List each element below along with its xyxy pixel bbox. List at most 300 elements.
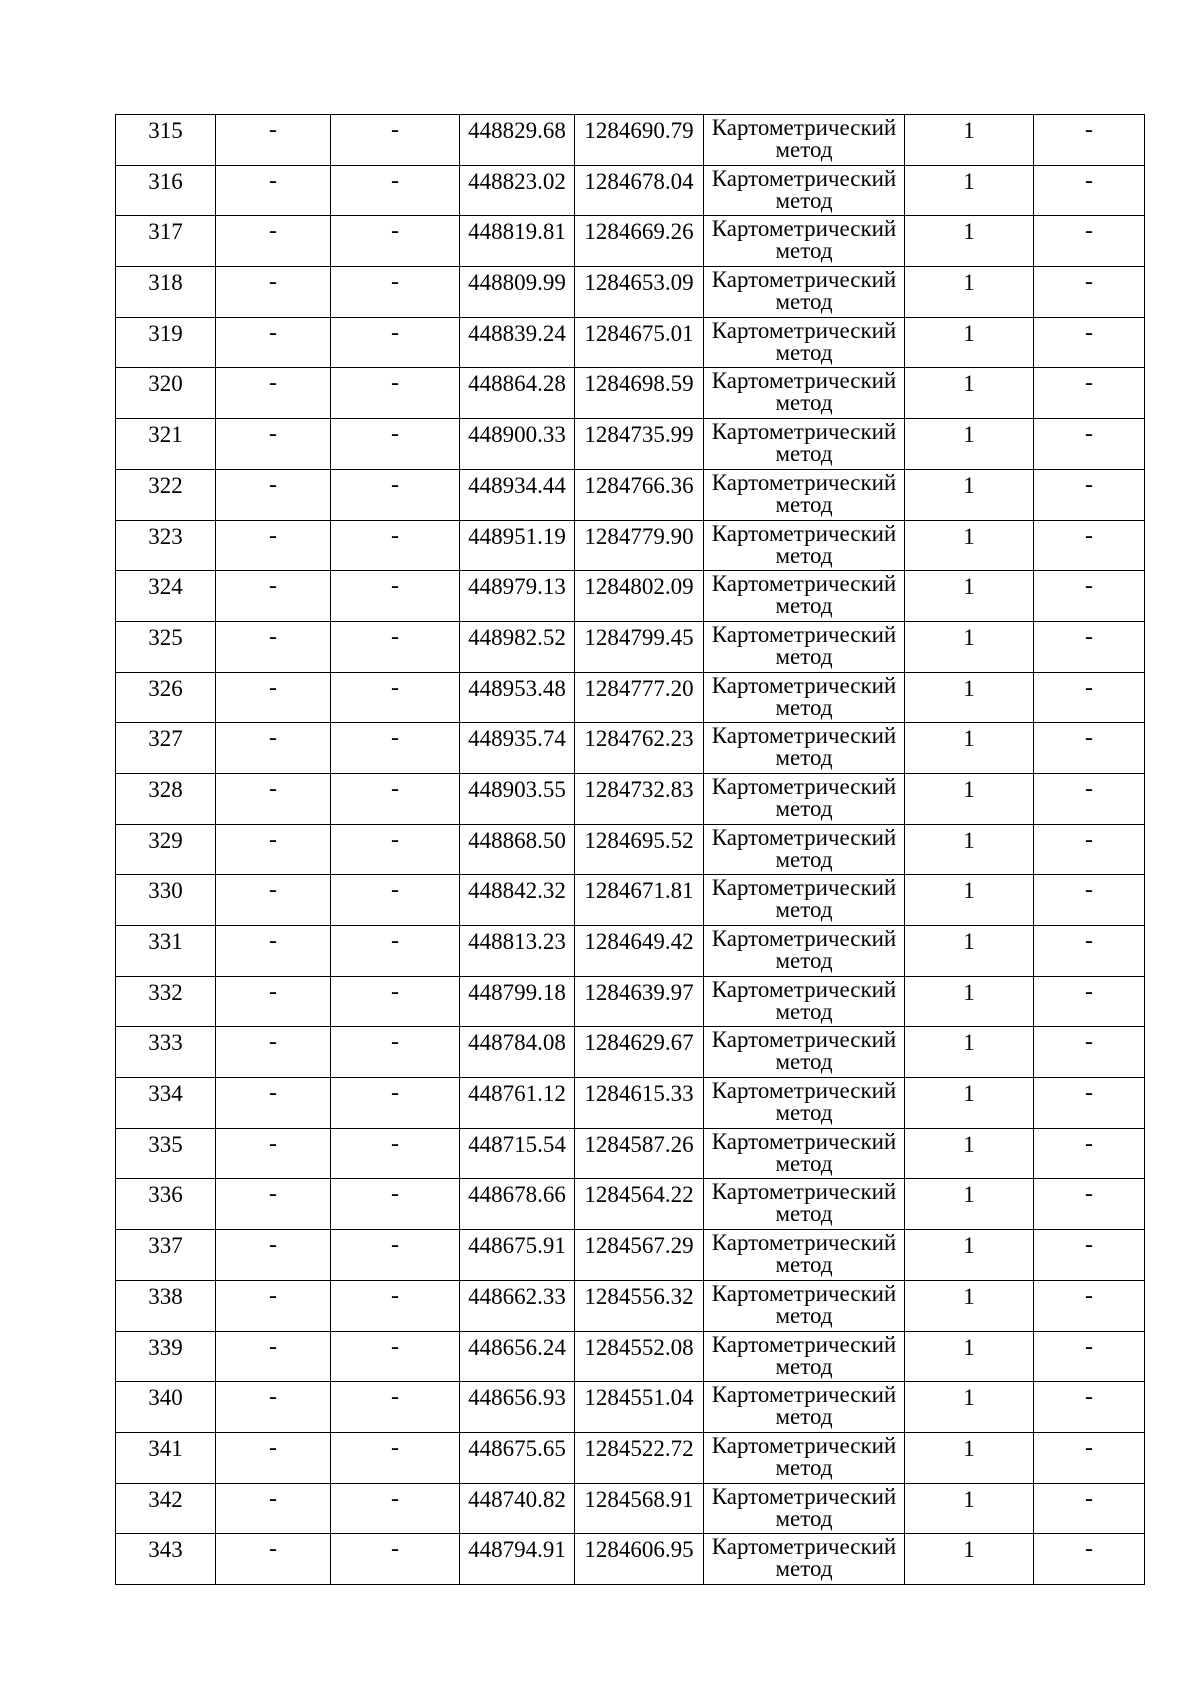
col2-value: - [269,117,277,143]
col7-value: 1 [963,1435,975,1461]
method-line2: метод [775,1558,833,1582]
method-line1: Картометрический [711,976,897,1002]
col3-cell [331,469,460,520]
point-number: 330 [148,878,183,904]
col3-cell [331,368,460,419]
y-coordinate-cell [575,368,704,419]
col3-value: - [391,1080,399,1107]
col8-value: - [1085,928,1093,954]
method-line2: метод [775,848,833,872]
table-row [116,267,1145,318]
x-coordinate: 448900.33 [468,422,566,448]
x-coordinate-cell [460,926,575,977]
x-coordinate-cell [460,267,575,318]
x-coordinate: 448740.82 [468,1486,566,1512]
method-line1: Картометрический [711,621,897,647]
table-row [116,571,1145,622]
col8-cell [1034,469,1145,520]
y-coordinate: 1284522.72 [584,1435,694,1461]
table-row [116,1483,1145,1534]
x-coordinate-cell [460,368,575,419]
x-coordinate: 448839.24 [468,320,566,346]
y-coordinate-cell [575,926,704,977]
col8-value: - [1085,471,1093,498]
col8-cell [1034,317,1145,368]
col3-cell [331,1078,460,1129]
col3-value: - [391,1384,399,1411]
y-coordinate-cell [575,520,704,571]
method-line2: метод [775,595,833,619]
point-number: 342 [148,1486,183,1512]
y-coordinate: 1284587.26 [584,1131,694,1157]
method-line2: метод [775,1406,833,1430]
col3-value: - [391,1181,399,1208]
point-number-cell [116,419,216,470]
point-number-cell [116,773,216,824]
point-number: 324 [148,574,183,600]
col2-cell [216,1230,331,1281]
table-row [116,1128,1145,1179]
method-cell [704,1230,905,1281]
col7-value: 1 [963,1385,975,1411]
point-number-cell [116,1230,216,1281]
col8-value: - [1085,1485,1093,1512]
method-line1: Картометрический [711,1230,897,1256]
point-number-cell [116,824,216,875]
x-coordinate-cell [460,115,575,166]
x-coordinate-cell [460,672,575,723]
method-line2: метод [775,493,833,517]
method-cell [704,824,905,875]
x-coordinate: 448934.44 [468,472,566,498]
x-coordinate-cell [460,216,575,267]
method-cell [704,216,905,267]
point-number: 322 [148,472,183,498]
y-coordinate: 1284615.33 [584,1081,694,1107]
col7-value: 1 [963,1486,975,1512]
point-number: 343 [148,1537,183,1563]
point-number-cell [116,368,216,419]
table-row [116,1534,1145,1585]
col7-cell [905,469,1034,520]
col3-value: - [391,218,399,245]
y-coordinate-cell [575,723,704,774]
point-number: 335 [148,1131,183,1157]
y-coordinate-cell [575,1230,704,1281]
point-number: 320 [148,371,183,397]
method-line1: Картометрический [711,926,897,951]
method-line1: Картометрический [711,1331,897,1357]
y-coordinate: 1284653.09 [584,270,694,296]
col2-value: - [269,623,277,650]
col7-value: 1 [963,675,975,701]
y-coordinate: 1284568.91 [584,1486,694,1512]
x-coordinate-cell [460,875,575,926]
x-coordinate-cell [460,621,575,672]
point-number: 328 [148,776,183,802]
point-number: 329 [148,827,183,853]
x-coordinate-cell [460,1331,575,1382]
x-coordinate: 448951.19 [468,523,566,549]
x-coordinate: 448784.08 [468,1030,566,1056]
col7-cell [905,926,1034,977]
col3-cell [331,1382,460,1433]
col3-value: - [391,1282,399,1309]
col2-cell [216,165,331,216]
point-number: 317 [148,219,183,245]
col8-cell [1034,419,1145,470]
point-number-cell [116,976,216,1027]
col2-value: - [269,978,277,1005]
x-coordinate-cell [460,976,575,1027]
point-number: 334 [148,1081,183,1107]
method-line2: метод [775,392,833,416]
col8-cell [1034,1483,1145,1534]
point-number: 336 [148,1182,183,1208]
y-coordinate-cell [575,824,704,875]
x-coordinate: 448868.50 [468,827,566,853]
col2-value: - [269,1232,277,1259]
table-row [116,419,1145,470]
x-coordinate: 448715.54 [468,1131,566,1157]
method-line2: метод [775,1000,833,1024]
y-coordinate: 1284690.79 [584,118,694,143]
col7-value: 1 [963,118,975,143]
method-cell [704,1128,905,1179]
point-number: 325 [148,624,183,650]
x-coordinate: 448935.74 [468,726,566,752]
x-coordinate: 448903.55 [468,776,566,802]
col8-value: - [1085,1029,1093,1056]
col8-cell [1034,1331,1145,1382]
col2-cell [216,976,331,1027]
col7-cell [905,1027,1034,1078]
method-line2: метод [775,797,833,821]
table-row [116,216,1145,267]
col7-cell [905,520,1034,571]
col8-value: - [1085,1130,1093,1157]
col3-cell [331,115,460,166]
point-number: 332 [148,979,183,1005]
y-coordinate: 1284802.09 [584,574,694,600]
col2-cell [216,1432,331,1483]
method-cell [704,115,905,166]
col8-value: - [1085,421,1093,448]
col8-cell [1034,571,1145,622]
col3-value: - [391,1536,399,1563]
point-number: 323 [148,523,183,549]
method-cell [704,1432,905,1483]
col7-cell [905,571,1034,622]
y-coordinate-cell [575,621,704,672]
method-cell [704,419,905,470]
col7-value: 1 [963,371,975,397]
col2-cell [216,1534,331,1585]
method-cell [704,1331,905,1382]
coordinates-table [115,114,1145,1585]
col8-cell [1034,1230,1145,1281]
y-coordinate-cell [575,267,704,318]
col3-value: - [391,319,399,346]
y-coordinate-cell [575,773,704,824]
col8-value: - [1085,1384,1093,1411]
point-number: 327 [148,726,183,752]
method-line1: Картометрический [711,1027,897,1053]
col7-value: 1 [963,624,975,650]
col2-value: - [269,1282,277,1309]
col2-value: - [269,167,277,194]
col3-value: - [391,1333,399,1360]
col2-cell [216,672,331,723]
table-body [116,115,1145,1585]
x-coordinate: 448864.28 [468,371,566,397]
col8-value: - [1085,1080,1093,1107]
col3-value: - [391,623,399,650]
table-row [116,824,1145,875]
table-row [116,1230,1145,1281]
col2-cell [216,1078,331,1129]
col3-value: - [391,370,399,397]
x-coordinate-cell [460,1382,575,1433]
col3-value: - [391,522,399,549]
col7-value: 1 [963,726,975,752]
col8-value: - [1085,167,1093,194]
col8-cell [1034,1280,1145,1331]
col3-cell [331,723,460,774]
y-coordinate: 1284551.04 [584,1385,694,1411]
method-cell [704,1382,905,1433]
col3-cell [331,571,460,622]
col8-cell [1034,773,1145,824]
col2-cell [216,115,331,166]
col7-cell [905,317,1034,368]
col3-cell [331,267,460,318]
col3-value: - [391,1232,399,1259]
method-line2: метод [775,443,833,467]
col3-cell [331,1179,460,1230]
method-cell [704,976,905,1027]
table-row [116,1179,1145,1230]
point-number-cell [116,317,216,368]
method-line1: Картометрический [711,520,897,546]
x-coordinate-cell [460,1230,575,1281]
col2-value: - [269,826,277,853]
col2-cell [216,317,331,368]
y-coordinate: 1284695.52 [584,827,694,853]
col8-value: - [1085,1434,1093,1461]
x-coordinate-cell [460,1432,575,1483]
col8-cell [1034,1078,1145,1129]
col2-cell [216,267,331,318]
method-cell [704,1280,905,1331]
y-coordinate: 1284698.59 [584,371,694,397]
col8-value: - [1085,623,1093,650]
x-coordinate: 448829.68 [468,118,566,143]
y-coordinate-cell [575,1382,704,1433]
point-number-cell [116,1483,216,1534]
method-line2: метод [775,747,833,771]
x-coordinate-cell [460,824,575,875]
col8-cell [1034,1534,1145,1585]
table-row [116,1027,1145,1078]
y-coordinate-cell [575,317,704,368]
col7-cell [905,1230,1034,1281]
point-number-cell [116,672,216,723]
x-coordinate-cell [460,1483,575,1534]
y-coordinate: 1284552.08 [584,1334,694,1360]
col7-value: 1 [963,929,975,954]
method-cell [704,672,905,723]
method-cell [704,469,905,520]
method-line2: метод [775,341,833,365]
col2-cell [216,216,331,267]
col3-cell [331,419,460,470]
col8-value: - [1085,370,1093,397]
table-row [116,520,1145,571]
col7-cell [905,773,1034,824]
col3-value: - [391,1130,399,1157]
table-row [116,317,1145,368]
col8-cell [1034,621,1145,672]
col8-value: - [1085,573,1093,600]
x-coordinate: 448809.99 [468,270,566,296]
y-coordinate: 1284735.99 [584,422,694,448]
method-line2: метод [775,1456,833,1480]
point-number-cell [116,1027,216,1078]
method-line2: метод [775,899,833,923]
col7-value: 1 [963,827,975,853]
col3-value: - [391,471,399,498]
point-number-cell [116,875,216,926]
point-number-cell [116,926,216,977]
col3-value: - [391,573,399,600]
col8-cell [1034,115,1145,166]
x-coordinate: 448982.52 [468,624,566,650]
col2-value: - [269,1536,277,1563]
point-number-cell [116,1128,216,1179]
col2-value: - [269,1333,277,1360]
col7-value: 1 [963,320,975,346]
method-line1: Картометрический [711,368,897,394]
method-line2: метод [775,1355,833,1379]
y-coordinate: 1284799.45 [584,624,694,650]
method-cell [704,875,905,926]
col2-value: - [269,1384,277,1411]
y-coordinate-cell [575,419,704,470]
col7-value: 1 [963,574,975,600]
y-coordinate: 1284675.01 [584,320,694,346]
method-cell [704,1483,905,1534]
col8-value: - [1085,1232,1093,1259]
col8-cell [1034,824,1145,875]
table-row [116,1280,1145,1331]
col8-cell [1034,1128,1145,1179]
point-number: 337 [148,1233,183,1259]
y-coordinate: 1284671.81 [584,878,694,904]
method-line2: метод [775,291,833,315]
point-number: 318 [148,270,183,296]
y-coordinate-cell [575,672,704,723]
x-coordinate-cell [460,317,575,368]
col3-cell [331,216,460,267]
col7-cell [905,1128,1034,1179]
y-coordinate-cell [575,976,704,1027]
method-line1: Картометрический [711,1432,897,1458]
col7-cell [905,976,1034,1027]
point-number: 341 [148,1435,183,1461]
method-line1: Картометрический [711,1128,897,1154]
col2-value: - [269,1080,277,1107]
y-coordinate: 1284777.20 [584,675,694,701]
y-coordinate-cell [575,1483,704,1534]
col2-value: - [269,877,277,904]
col3-value: - [391,421,399,448]
point-number: 339 [148,1334,183,1360]
point-number-cell [116,520,216,571]
point-number: 333 [148,1030,183,1056]
col8-value: - [1085,877,1093,904]
col2-cell [216,1128,331,1179]
x-coordinate-cell [460,773,575,824]
point-number-cell [116,1078,216,1129]
col2-value: - [269,370,277,397]
x-coordinate-cell [460,469,575,520]
x-coordinate: 448842.32 [468,878,566,904]
point-number-cell [116,469,216,520]
col7-cell [905,267,1034,318]
col7-value: 1 [963,1182,975,1208]
col3-value: - [391,117,399,143]
y-coordinate-cell [575,1179,704,1230]
col2-value: - [269,522,277,549]
x-coordinate: 448662.33 [468,1283,566,1309]
col7-cell [905,723,1034,774]
col2-cell [216,875,331,926]
point-number-cell [116,1382,216,1433]
point-number: 321 [148,422,183,448]
method-line2: метод [775,950,833,973]
x-coordinate-cell [460,1128,575,1179]
method-cell [704,165,905,216]
y-coordinate: 1284564.22 [584,1182,694,1208]
col2-cell [216,419,331,470]
point-number: 326 [148,675,183,701]
col3-value: - [391,674,399,701]
col2-cell [216,1280,331,1331]
point-number: 316 [148,168,183,194]
method-cell [704,368,905,419]
y-coordinate: 1284567.29 [584,1233,694,1259]
method-line2: метод [775,240,833,264]
method-line2: метод [775,1051,833,1075]
table-row [116,773,1145,824]
col8-value: - [1085,674,1093,701]
point-number: 340 [148,1385,183,1411]
method-line1: Картометрический [711,267,897,293]
col3-cell [331,926,460,977]
x-coordinate-cell [460,1179,575,1230]
col7-cell [905,1280,1034,1331]
point-number-cell [116,571,216,622]
x-coordinate: 448953.48 [468,675,566,701]
point-number-cell [116,267,216,318]
y-coordinate: 1284669.26 [584,219,694,245]
method-line2: метод [775,1102,833,1126]
col2-value: - [269,269,277,296]
col3-cell [331,165,460,216]
method-line2: метод [775,189,833,213]
col8-cell [1034,926,1145,977]
